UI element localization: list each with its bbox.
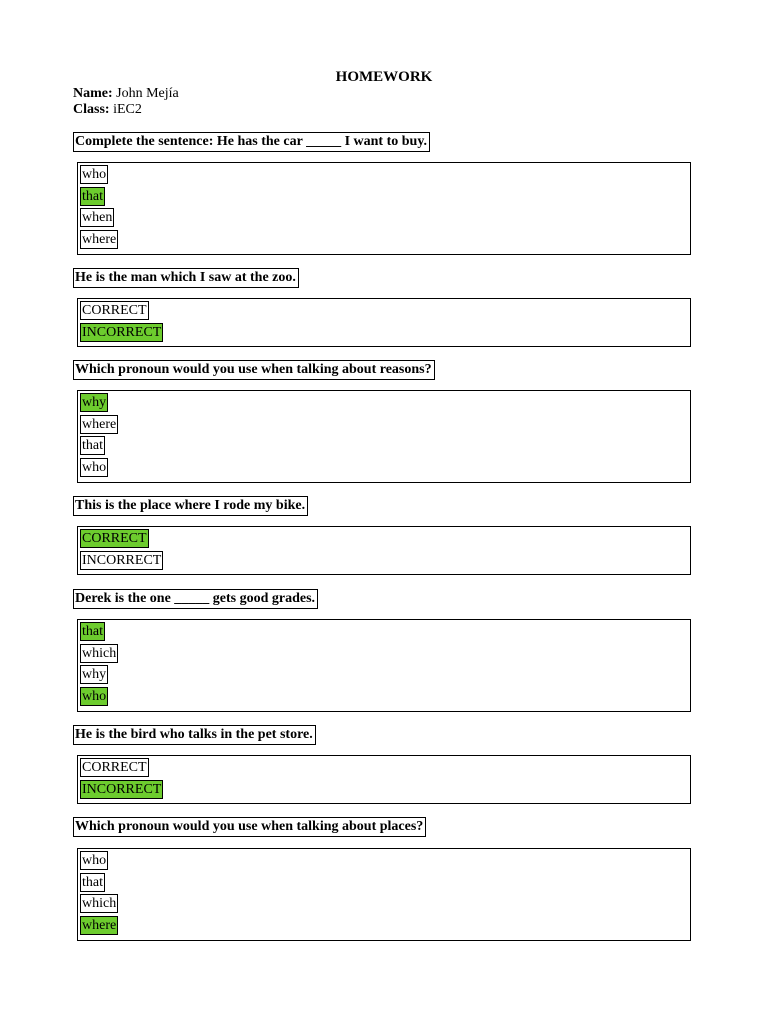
student-class-line xyxy=(73,102,142,118)
question-2-text: He is the man which I saw at the zoo. xyxy=(73,268,299,288)
option-correct[interactable]: CORRECT xyxy=(82,531,147,546)
question-2-options xyxy=(77,298,691,347)
option-that[interactable]: that xyxy=(82,438,103,453)
question-7-options xyxy=(77,848,691,941)
option-which[interactable]: which xyxy=(82,646,117,661)
option-correct[interactable]: CORRECT xyxy=(82,760,147,775)
option-incorrect[interactable]: INCORRECT xyxy=(82,325,162,340)
class-label: Class: xyxy=(73,102,110,117)
question-6-text: He is the bird who talks in the pet store. xyxy=(73,725,316,745)
option-who[interactable]: who xyxy=(82,167,107,182)
student-name-line xyxy=(73,86,179,102)
option-why[interactable]: why xyxy=(82,395,107,410)
class-value: iEC2 xyxy=(113,102,142,117)
question-4-text: This is the place where I rode my bike. xyxy=(73,496,308,516)
option-that[interactable]: that xyxy=(82,875,103,890)
option-incorrect[interactable]: INCORRECT xyxy=(82,782,162,797)
question-7-text: Which pronoun would you use when talking about places? xyxy=(73,817,426,837)
option-who[interactable]: who xyxy=(82,689,107,704)
option-that[interactable]: that xyxy=(82,624,103,639)
option-who[interactable]: who xyxy=(82,853,107,868)
option-where[interactable]: where xyxy=(82,417,117,432)
option-correct[interactable]: CORRECT xyxy=(82,303,147,318)
name-value: John Mejía xyxy=(116,86,179,101)
page-title: HOMEWORK xyxy=(335,69,433,85)
option-when[interactable]: when xyxy=(82,210,113,225)
question-6-options xyxy=(77,755,691,804)
question-5-options xyxy=(77,619,691,712)
option-who[interactable]: who xyxy=(82,460,107,475)
option-why[interactable]: why xyxy=(82,667,107,682)
question-1-options xyxy=(77,162,691,255)
name-label: Name: xyxy=(73,86,113,101)
option-which[interactable]: which xyxy=(82,896,117,911)
question-1-text: Complete the sentence: He has the car _____ I want to buy. xyxy=(73,132,430,152)
option-that[interactable]: that xyxy=(82,189,103,204)
option-incorrect[interactable]: INCORRECT xyxy=(82,553,162,568)
option-where[interactable]: where xyxy=(82,918,117,933)
question-3-options xyxy=(77,390,691,483)
question-5-text: Derek is the one _____ gets good grades. xyxy=(73,589,318,609)
question-3-text: Which pronoun would you use when talking about reasons? xyxy=(73,360,435,380)
question-4-options xyxy=(77,526,691,575)
option-where[interactable]: where xyxy=(82,232,117,247)
